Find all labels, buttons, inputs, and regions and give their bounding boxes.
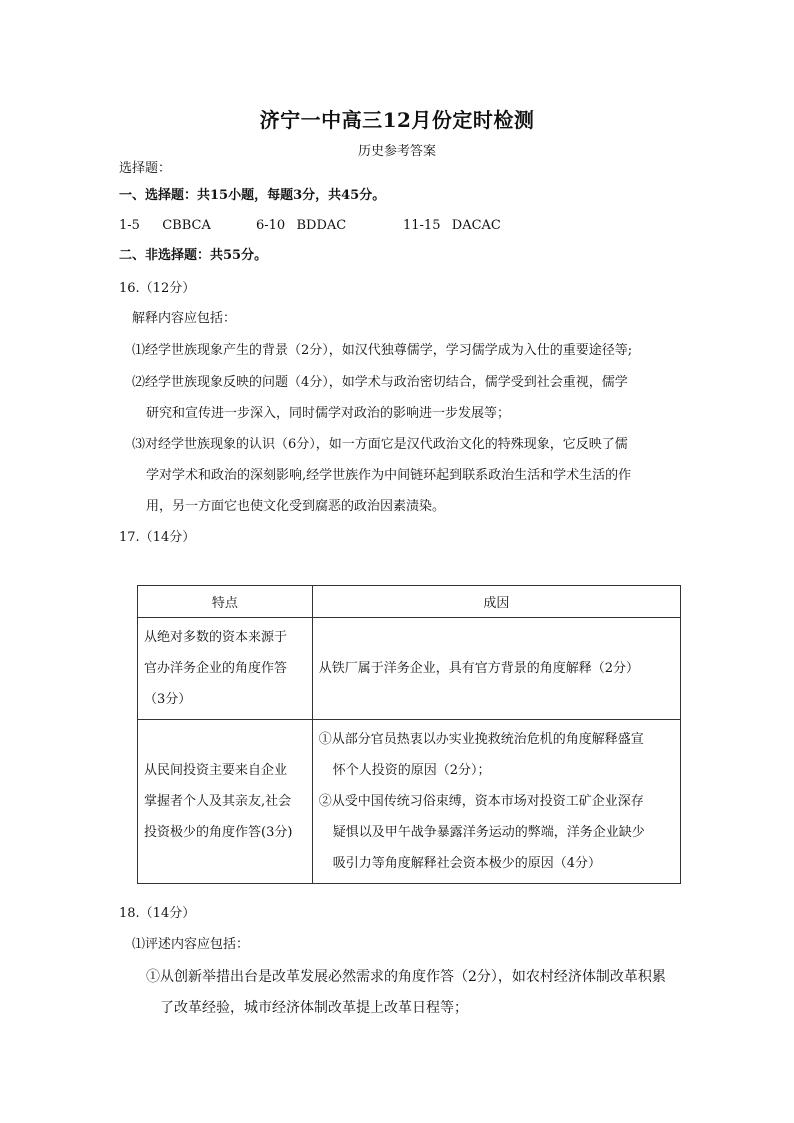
q16-item-3-cont: 用，另一方面它也使文化受到腐恶的政治因素渍染。 [146,499,446,514]
q16-item-2-cont: 研究和宣传进一步深入，同时儒学对政治的影响进一步发展等； [146,406,511,421]
answer-letters: CBBCA [162,218,211,233]
q17-answer-table [137,585,681,884]
cause-line: 怀个人投资的原因（2分）； [332,763,491,778]
q16-item-3: ⑶对经学世族现象的认识（6分），如一方面它是汉代政治文化的特殊现象，它反映了儒 [132,437,628,452]
q16-label: 16.（12分） [119,281,196,296]
q16-item-2: ⑵经学世族现象反映的问题（4分），如学术与政治密切结合，儒学受到社会重视，儒学 [132,375,628,390]
table-header-row [138,586,681,618]
q18-item-1-cont: 了改革经验，城市经济体制改革提上改革日程等； [160,1000,468,1016]
table-row [138,618,681,720]
q18-label: 18.（14分） [119,906,196,921]
part2-heading: 二、非选择题：共55分。 [119,248,268,263]
cause-cell [312,618,680,720]
cause-line: 疑惧以及甲午战争暴露洋务运动的弊端，洋务企业缺少 [332,825,645,840]
table-row [138,720,681,884]
page-title: 济宁一中高三12月份定时检测 [259,108,535,132]
feature-line: 从民间投资主要来自企业 [144,763,288,778]
section-label: 选择题： [119,161,172,176]
feature-line: 官办洋务企业的角度作答 [144,661,288,676]
q18-intro: ⑴评述内容应包括： [132,937,250,952]
q17-label: 17.（14分） [119,530,196,545]
column-header-feature: 特点 [138,586,313,618]
feature-line: 掌握者个人及其亲友,社会 [144,794,292,809]
answer-letters: DACAC [451,218,501,233]
q16-item-3-cont: 学对学术和政治的深刻影响,经学世族作为中间链环起到联系政治生活和学术生活的作 [146,468,632,483]
answer-letters: BDDAC [296,218,347,233]
answer-range: 6-10 [256,218,286,233]
q16-intro: 解释内容应包括： [132,311,237,326]
feature-cell [138,618,313,720]
q16-item-1: ⑴经学世族现象产生的背景（2分），如汉代独尊儒学，学习儒学成为入仕的重要途径等; [132,343,633,358]
cause-line: 从铁厂属于洋务企业，具有官方背景的角度解释（2分） [318,661,639,676]
cause-cell [312,720,680,884]
answer-range: 11-15 [403,218,441,233]
feature-cell [138,720,313,884]
answer-range: 1-5 [119,218,140,233]
feature-line: （3分） [144,692,192,707]
page-subtitle: 历史参考答案 [357,144,436,159]
feature-line: 从绝对多数的资本来源于 [144,630,288,645]
feature-line: 投资极少的角度作答(3分) [144,825,293,840]
answer-group [119,216,211,236]
column-header-cause: 成因 [312,586,680,618]
q18-item-1: ①从创新举措出台是改革发展必然需求的角度作答（2分），如农村经济体制改革积累 [146,969,666,985]
answer-group [403,216,501,236]
part1-heading: 一、选择题：共15小题，每题3分，共45分。 [119,188,386,203]
cause-line: ②从受中国传统习俗束缚，资本市场对投资工矿企业深存 [318,794,644,809]
answer-group [256,216,346,236]
cause-line: 吸引力等角度解释社会资本极少的原因（4分） [332,856,601,871]
cause-line: ①从部分官员热衷以办实业挽救统治危机的角度解释盛宣 [318,732,644,747]
